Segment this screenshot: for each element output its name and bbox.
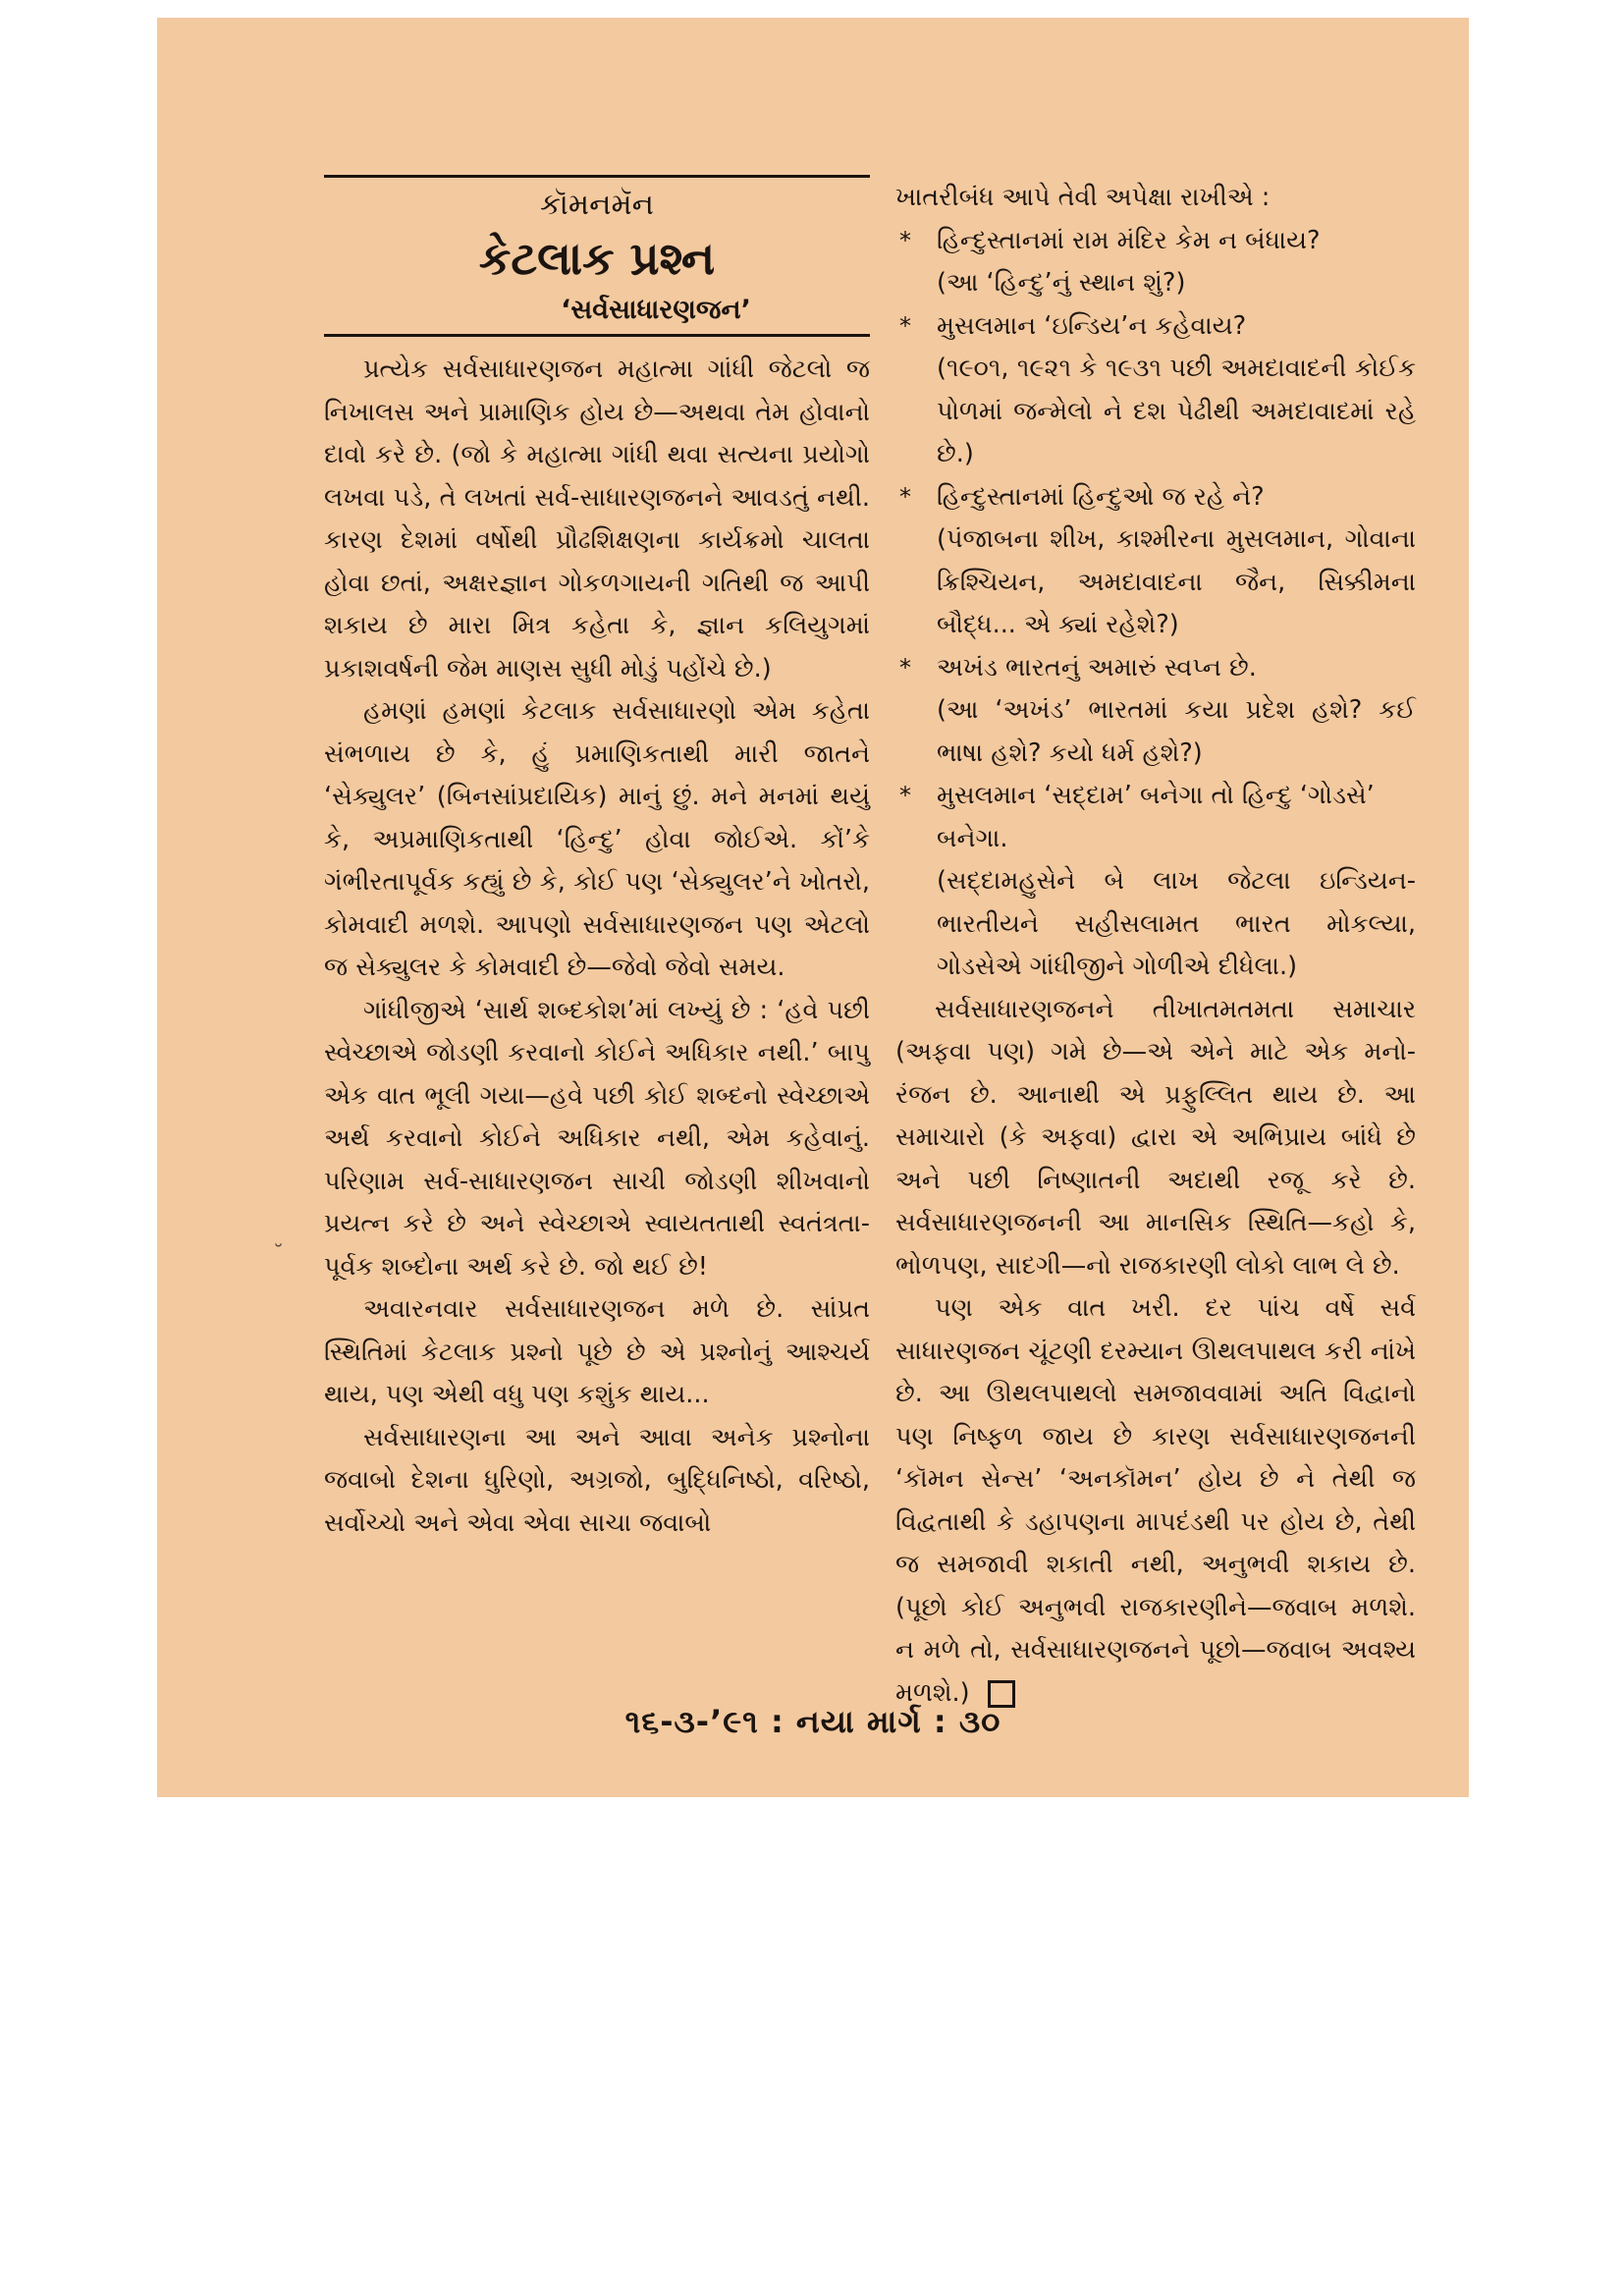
question-text: મુસલમાન ‘સદ્દામ’ બનેગા તો હિન્દુ ‘ગોડસે’ બનેગા.: [937, 781, 1375, 853]
question-text: અખંડ ભારતનું અમારું સ્વપ્ન છે.: [937, 652, 1257, 683]
question-text: હિન્દુસ્તાનમાં હિન્દુઓ જ રહે ને?: [937, 481, 1265, 512]
left-column: [324, 175, 870, 1545]
body-paragraph: સર્વસાધારણજનને તીખાતમતમતા સમાચાર (અફવા પણ) ગમે છે—એ એને માટે એક મનો-રંજન છે. આનાથી એ પ્રફુલ્લિત થાય છે. આ સમાચારો (કે અફવા) દ્વારા એ અભિપ્રાય બાંધે છે અને પછી નિષ્ણાતની અદાથી રજૂ કરે છે. સર્વસાધારણજનની આ માનસિક સ્થિતિ—કહો કે, ભોળપણ, સાદગી—નો રાજકારણી લોકો લાભ લે છે.: [895, 994, 1416, 1281]
asterisk-icon: *: [899, 226, 911, 254]
header-bottom-rule: [324, 334, 870, 337]
question-text: મુસલમાન ‘ઇન્ડિય’ન કહેવાય?: [937, 310, 1247, 341]
asterisk-icon: *: [899, 311, 911, 340]
question-item: [895, 476, 1416, 519]
scanned-page: [157, 18, 1469, 1797]
body-paragraph: ગાંધીજીએ ‘સાર્થ શબ્દકોશ’માં લખ્યું છે : ‘હવે પછી સ્વેચ્છાએ જોડણી કરવાનો કોઈને અધિકાર નથી.’ બાપુ એક વાત ભૂલી ગયા—હવે પછી કોઈ શબ્દનો સ્વેચ્છાએ અર્થ કરવાનો કોઈને અધિકાર નથી, એમ કહેવાનું. પરિણામ સર્વ-સાધારણજન સાચી જોડણી શીખવાનો પ્રયત્ન કરે છે અને સ્વેચ્છાએ સ્વાયતતાથી સ્વતંત્રતા-પૂર્વક શબ્દોના અર્થ કરે છે. જો થઈ છે!: [324, 995, 870, 1282]
body-paragraph: હમણાં હમણાં કેટલાક સર્વસાધારણો એમ કહેતા સંભળાય છે કે, હું પ્રમાણિકતાથી મારી જાતને ‘સેક્યુલર’ (બિનસાંપ્રદાયિક) માનું છું. મને મનમાં થયું કે, અપ્રમાણિકતાથી ‘હિન્દુ’ હોવા જોઈએ. કોં’કે ગંભીરતાપૂર્વક કહ્યું છે કે, કોઈ પણ ‘સેક્યુલર’ને ખોતરો, કોમવાદી મળશે. આપણો સર્વસાધારણજન પણ એટલો જ સેક્યુલર કે કોમવાદી છે—જેવો જેવો સમય.: [324, 696, 870, 982]
question-note: (પંજાબના શીખ, કાશ્મીરના મુસલમાન, ગોવાના ક્રિશ્ચિયન, અમદાવાદના જૈન, સિક્કીમના બૌદ્ધ... એ ક્યાં રહેશે?): [937, 524, 1416, 639]
body-paragraph: પ્રત્યેક સર્વસાધારણજન મહાત્મા ગાંધી જેટલો જ નિખાલસ અને પ્રામાણિક હોય છે—અથવા તેમ હોવાનો દાવો કરે છે. (જો કે મહાત્મા ગાંધી થવા સત્યના પ્રયોગો લખવા પડે, તે લખતાં સર્વ-સાધારણજનને આવડતું નથી. કારણ દેશમાં વર્ષોથી પ્રૌઢશિક્ષણના કાર્યક્રમો ચાલતા હોવા છતાં, અક્ષરજ્ઞાન ગોકળગાયની ગતિથી જ આપી શકાય છે મારા મિત્ર કહેતા કે, જ્ઞાન કલિયુગમાં પ્રકાશવર્ષની જેમ માણસ સુધી મોડું પહોંચે છે.): [324, 355, 870, 683]
question-note: (આ ‘હિન્દુ’નું સ્થાન શું?): [937, 268, 1186, 298]
header-top-rule: [324, 175, 870, 178]
question-text: હિન્દુસ્તાનમાં રામ મંદિર કેમ ન બંધાય?: [937, 225, 1321, 255]
body-paragraph: અવારનવાર સર્વસાધારણજન મળે છે. સાંપ્રત સ્થિતિમાં કેટલાક પ્રશ્નો પૂછે છે એ પ્રશ્નોનું આશ્ચર્ય થાય, પણ એથી વધુ પણ કશુંક થાય...: [324, 1294, 870, 1409]
asterisk-icon: *: [899, 782, 911, 809]
body-paragraph: [895, 1287, 1416, 1715]
question-item: [895, 220, 1416, 263]
question-item: [895, 775, 1416, 860]
right-column: [895, 177, 1416, 1715]
article-headline: કેટલાક પ્રશ્ન: [478, 232, 716, 285]
article-header: [324, 175, 870, 337]
asterisk-icon: *: [899, 482, 911, 511]
closing-paragraph-text: પણ એક વાત ખરી. દર પાંચ વર્ષે સર્વ સાધારણજન ચૂંટણી દરમ્યાન ઊથલપાથલ કરી નાંખે છે. આ ઊથલપાથલો સમજાવવામાં અતિ વિદ્વાનો પણ નિષ્ફળ જાય છે કારણ સર્વસાધારણજનની ‘કૉમન સેન્સ’ ‘અનકૉમન’ હોય છે ને તેથી જ વિદ્વતાથી કે ડહાપણના માપદંડથી પર હોય છે, તેથી જ સમજાવી શકાતી નથી, અનુભવી શકાય છે. (પૂછો કોઈ અનુભવી રાજકારણીને—જવાબ મળશે. ન મળે તો, સર્વસાધારણજનને પૂછો—જવાબ અવશ્ય મળશે.): [895, 1293, 1416, 1708]
margin-tick-mark: ˘: [273, 1242, 284, 1267]
byline: ‘સર્વસાધારણજન’: [561, 295, 751, 325]
question-note: (સદ્દામહુસેને બે લાખ જેટલા ઇન્ડિયન-ભારતીયને સહીસલામત ભારત મોકલ્યા, ગોડસેએ ગાંધીજીને ગોળીએ દીધેલા.): [937, 866, 1416, 981]
questions-lead: ખાતરીબંધ આપે તેવી અપેક્ષા રાખીએ :: [895, 183, 1271, 212]
body-paragraph: સર્વસાધારણના આ અને આવા અનેક પ્રશ્નોના જવાબો દેશના ધુરિણો, અગ્રજો, બુદ્ધિનિષ્ઠો, વરિષ્ઠો, સર્વોચ્ચો અને એવા એવા સાચા જવાબો: [324, 1422, 870, 1538]
question-note: (આ ‘અખંડ’ ભારતમાં કયા પ્રદેશ હશે? કઈ ભાષા હશે? કયો ધર્મ હશે?): [937, 695, 1416, 768]
question-item: [895, 647, 1416, 690]
column-name: કૉમનમૅન: [540, 188, 654, 222]
page-footer: ૧૬-૩-’૯૧ : નયા માર્ગ : ૩૦: [624, 1703, 1001, 1740]
asterisk-icon: *: [899, 653, 911, 682]
question-note: (૧૯૦૧, ૧૯૨૧ કે ૧૯૩૧ પછી અમદાવાદની કોઈક પોળમાં જન્મેલો ને દશ પેઢીથી અમદાવાદમાં રહે છે.): [937, 354, 1416, 468]
question-item: [895, 305, 1416, 349]
